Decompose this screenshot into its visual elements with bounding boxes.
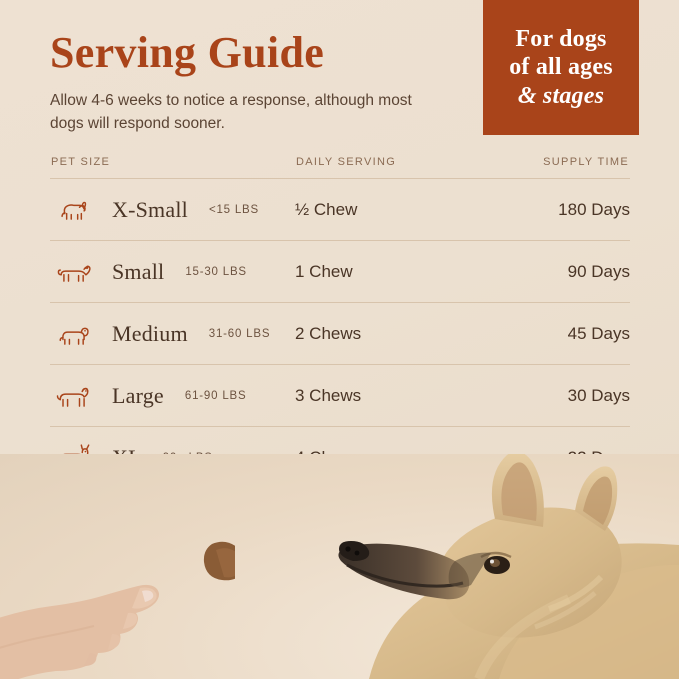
pet-size-weight: 61-90 LBS: [184, 390, 247, 402]
column-header-pet-size: PET SIZE: [51, 156, 111, 168]
hand-holding-chew: [0, 514, 235, 679]
supply-time-value: 90 Days: [567, 262, 630, 281]
column-header-daily-serving: DAILY SERVING: [296, 156, 397, 168]
pet-size-weight: <15 LBS: [208, 204, 259, 216]
table-row: [50, 303, 630, 365]
page-subtitle: Allow 4-6 weeks to notice a response, although most dogs will respond sooner.: [50, 92, 412, 132]
serving-table: [50, 155, 630, 489]
table-header-row: [50, 155, 630, 179]
pet-size-cell: [50, 365, 295, 427]
supply-time-value: 180 Days: [558, 200, 630, 219]
badge-line-1: For dogs: [515, 26, 607, 53]
pet-size-name: Medium: [112, 321, 188, 346]
dog-large-icon: [50, 379, 98, 413]
daily-serving-value: 2 Chews: [295, 324, 362, 343]
supply-time-value: 45 Days: [567, 324, 630, 343]
column-header-supply-time: SUPPLY TIME: [543, 156, 629, 168]
pet-size-cell: [50, 241, 295, 303]
pet-size-weight: 31-60 LBS: [208, 328, 271, 340]
pet-size-cell: [50, 179, 295, 241]
pet-size-name: Small: [112, 259, 165, 284]
pet-size-weight: 15-30 LBS: [185, 266, 247, 278]
table-row: [50, 241, 630, 303]
table-row: [50, 179, 630, 241]
badge-for-all-ages: [483, 0, 639, 135]
table-row: [50, 365, 630, 427]
chew-treat: [204, 542, 235, 581]
supply-time-value: 30 Days: [567, 386, 630, 405]
badge-line-2: of all ages: [509, 54, 613, 81]
dog-xsmall-icon: [50, 193, 98, 227]
daily-serving-value: 1 Chew: [295, 262, 353, 281]
pet-size-name: Large: [112, 383, 164, 408]
dog-medium-icon: [50, 317, 98, 351]
pet-size-cell: [50, 303, 295, 365]
badge-line-3: & stages: [517, 82, 605, 109]
photo-area: [0, 454, 679, 679]
header: [50, 30, 450, 135]
dog-photo: [249, 454, 679, 679]
pet-size-name: X-Small: [112, 197, 188, 222]
daily-serving-value: 3 Chews: [295, 386, 362, 405]
dog-small-icon: [50, 255, 98, 289]
page-title: Serving Guide: [50, 28, 325, 77]
daily-serving-value: ½ Chew: [295, 200, 358, 219]
